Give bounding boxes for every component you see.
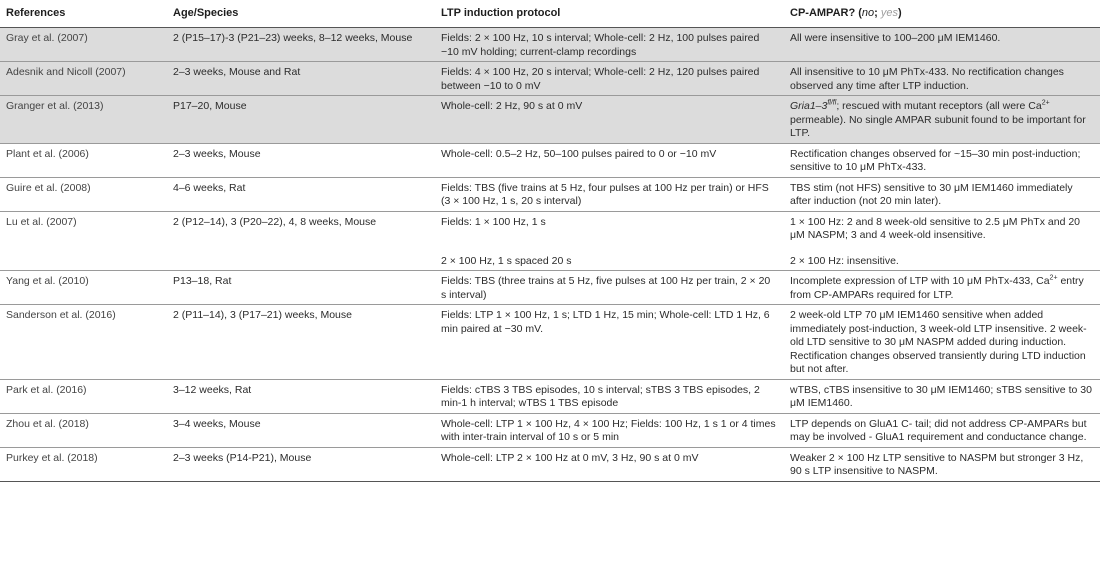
protocol-cell: Fields: 2 × 100 Hz, 10 s interval; Whole-cell: 2 Hz, 100 pulses paired −10 mV holding; current-clamp recordings: [435, 28, 784, 62]
ref-cell: Lu et al. (2007): [0, 211, 167, 245]
col-ltp-protocol: LTP induction protocol: [435, 0, 784, 28]
protocol-cell: Fields: TBS (three trains at 5 Hz, five pulses at 100 Hz per train, 2 × 20 s interval): [435, 271, 784, 305]
ref-cell: Park et al. (2016): [0, 379, 167, 413]
cp-cell: 1 × 100 Hz: 2 and 8 week-old sensitive to 2.5 μM PhTx and 20 μM NASPM; 3 and 4 week-old insensitive.: [784, 211, 1100, 245]
table-row: [0, 62, 1100, 96]
cp-cell: $Gria1-3^{fl/fl}$; rescued with mutant receptors (all were $Ca^{2+}$ permeable). No single AMPAR subunit found to be important for LTP.: [784, 96, 1100, 144]
protocol-cell: Whole-cell: 2 Hz, 90 s at 0 mV: [435, 96, 784, 144]
cp-cell: Rectification changes observed for ~15–30 min post-induction; sensitive to 10 μM PhTx-433.: [784, 143, 1100, 177]
col-cp-ampar: CP-AMPAR? (no; yes): [784, 0, 1100, 28]
protocol-cell: Fields: 1 × 100 Hz, 1 s: [435, 211, 784, 245]
ref-cell: Adesnik and Nicoll (2007): [0, 62, 167, 96]
table-row: [0, 28, 1100, 62]
protocol-cell: Fields: cTBS 3 TBS episodes, 10 s interval; sTBS 3 TBS episodes, 2 min-1 h interval; wTBS 1 TBS episode: [435, 379, 784, 413]
age-cell: P13–18, Rat: [167, 271, 435, 305]
table-row: [0, 245, 1100, 271]
protocol-cell: Fields: TBS (five trains at 5 Hz, four pulses at 100 Hz per train) or HFS (3 × 100 Hz, 1 s, 20 s interval): [435, 177, 784, 211]
cp-cell: All insensitive to 10 μM PhTx-433. No rectification changes observed any time after LTP induction.: [784, 62, 1100, 96]
ref-cell: [0, 245, 167, 271]
protocol-cell: Whole-cell: LTP 1 × 100 Hz, 4 × 100 Hz; Fields: 100 Hz, 1 s 1 or 4 times with inter-train interval of 10 s or 5 min: [435, 413, 784, 447]
ref-cell: Guire et al. (2008): [0, 177, 167, 211]
protocol-cell: Fields: 4 × 100 Hz, 20 s interval; Whole-cell: 2 Hz, 120 pulses paired between −10 to 0 mV: [435, 62, 784, 96]
table-row: [0, 447, 1100, 481]
col-age-species: Age/Species: [167, 0, 435, 28]
table-row: [0, 271, 1100, 305]
cp-cell: Weaker 2 × 100 Hz LTP sensitive to NASPM but stronger 3 Hz, 90 s LTP insensitive to NASPM.: [784, 447, 1100, 481]
protocol-cell: 2 × 100 Hz, 1 s spaced 20 s: [441, 254, 572, 267]
table-row: [0, 96, 1100, 144]
age-cell: [167, 245, 435, 271]
age-cell: 3–12 weeks, Rat: [167, 379, 435, 413]
age-cell: 3–4 weeks, Mouse: [167, 413, 435, 447]
ref-cell: Yang et al. (2010): [0, 271, 167, 305]
cp-cell: All were insensitive to 100–200 μM IEM1460.: [784, 28, 1100, 62]
cp-cell: LTP depends on GluA1 C- tail; did not address CP-AMPARs but may be involved - GluA1 requirement and conductance change.: [784, 413, 1100, 447]
age-cell: 2–3 weeks, Mouse: [167, 143, 435, 177]
ref-cell: Plant et al. (2006): [0, 143, 167, 177]
protocol-cell: Whole-cell: LTP 2 × 100 Hz at 0 mV, 3 Hz, 90 s at 0 mV: [435, 447, 784, 481]
table-row: [0, 413, 1100, 447]
table-row: [0, 379, 1100, 413]
table-row: [0, 177, 1100, 211]
protocol-cell: Fields: LTP 1 × 100 Hz, 1 s; LTD 1 Hz, 15 min; Whole-cell: LTD 1 Hz, 6 min paired at −30 mV.: [435, 305, 784, 380]
ref-cell: Zhou et al. (2018): [0, 413, 167, 447]
protocol-cell: Whole-cell: 0.5–2 Hz, 50–100 pulses paired to 0 or −10 mV: [435, 143, 784, 177]
age-cell: P17–20, Mouse: [167, 96, 435, 144]
cp-cell: 2 week-old LTP 70 μM IEM1460 sensitive when added immediately post-induction, 3 week-old LTP insensitive. 2 week-old LTD sensitive to 30 μM NASPM added during induction. Rectification changes observed transiently during LTD induction but not after.: [784, 305, 1100, 380]
legend-no: no: [861, 7, 875, 20]
ref-cell: Granger et al. (2013): [0, 96, 167, 144]
age-cell: 2–3 weeks, Mouse and Rat: [167, 62, 435, 96]
cp-cell: 2 × 100 Hz: insensitive.: [790, 254, 899, 267]
ref-cell: Sanderson et al. (2016): [0, 305, 167, 380]
ref-cell: Gray et al. (2007): [0, 28, 167, 62]
cp-cell: TBS stim (not HFS) sensitive to 30 μM IEM1460 immediately after induction (not 20 min later).: [784, 177, 1100, 211]
age-cell: 2 (P11–14), 3 (P17–21) weeks, Mouse: [167, 305, 435, 380]
table-row: [0, 305, 1100, 380]
legend-yes: yes: [880, 7, 899, 20]
header-row: [0, 0, 1100, 28]
age-cell: 4–6 weeks, Rat: [167, 177, 435, 211]
cp-cell: Incomplete expression of LTP with 10 μM PhTx-433, $Ca^{2+}$ entry from CP-AMPARs required for LTP.: [784, 271, 1100, 305]
age-cell: 2–3 weeks (P14-P21), Mouse: [167, 447, 435, 481]
age-cell: 2 (P12–14), 3 (P20–22), 4, 8 weeks, Mouse: [167, 211, 435, 245]
cp-cell: wTBS, cTBS insensitive to 30 μM IEM1460; sTBS sensitive to 30 μM IEM1460.: [784, 379, 1100, 413]
table-row: [0, 143, 1100, 177]
col-references: References: [0, 0, 167, 28]
table-row: [0, 211, 1100, 245]
age-cell: 2 (P15–17)-3 (P21–23) weeks, 8–12 weeks, Mouse: [167, 28, 435, 62]
ref-cell: Purkey et al. (2018): [0, 447, 167, 481]
